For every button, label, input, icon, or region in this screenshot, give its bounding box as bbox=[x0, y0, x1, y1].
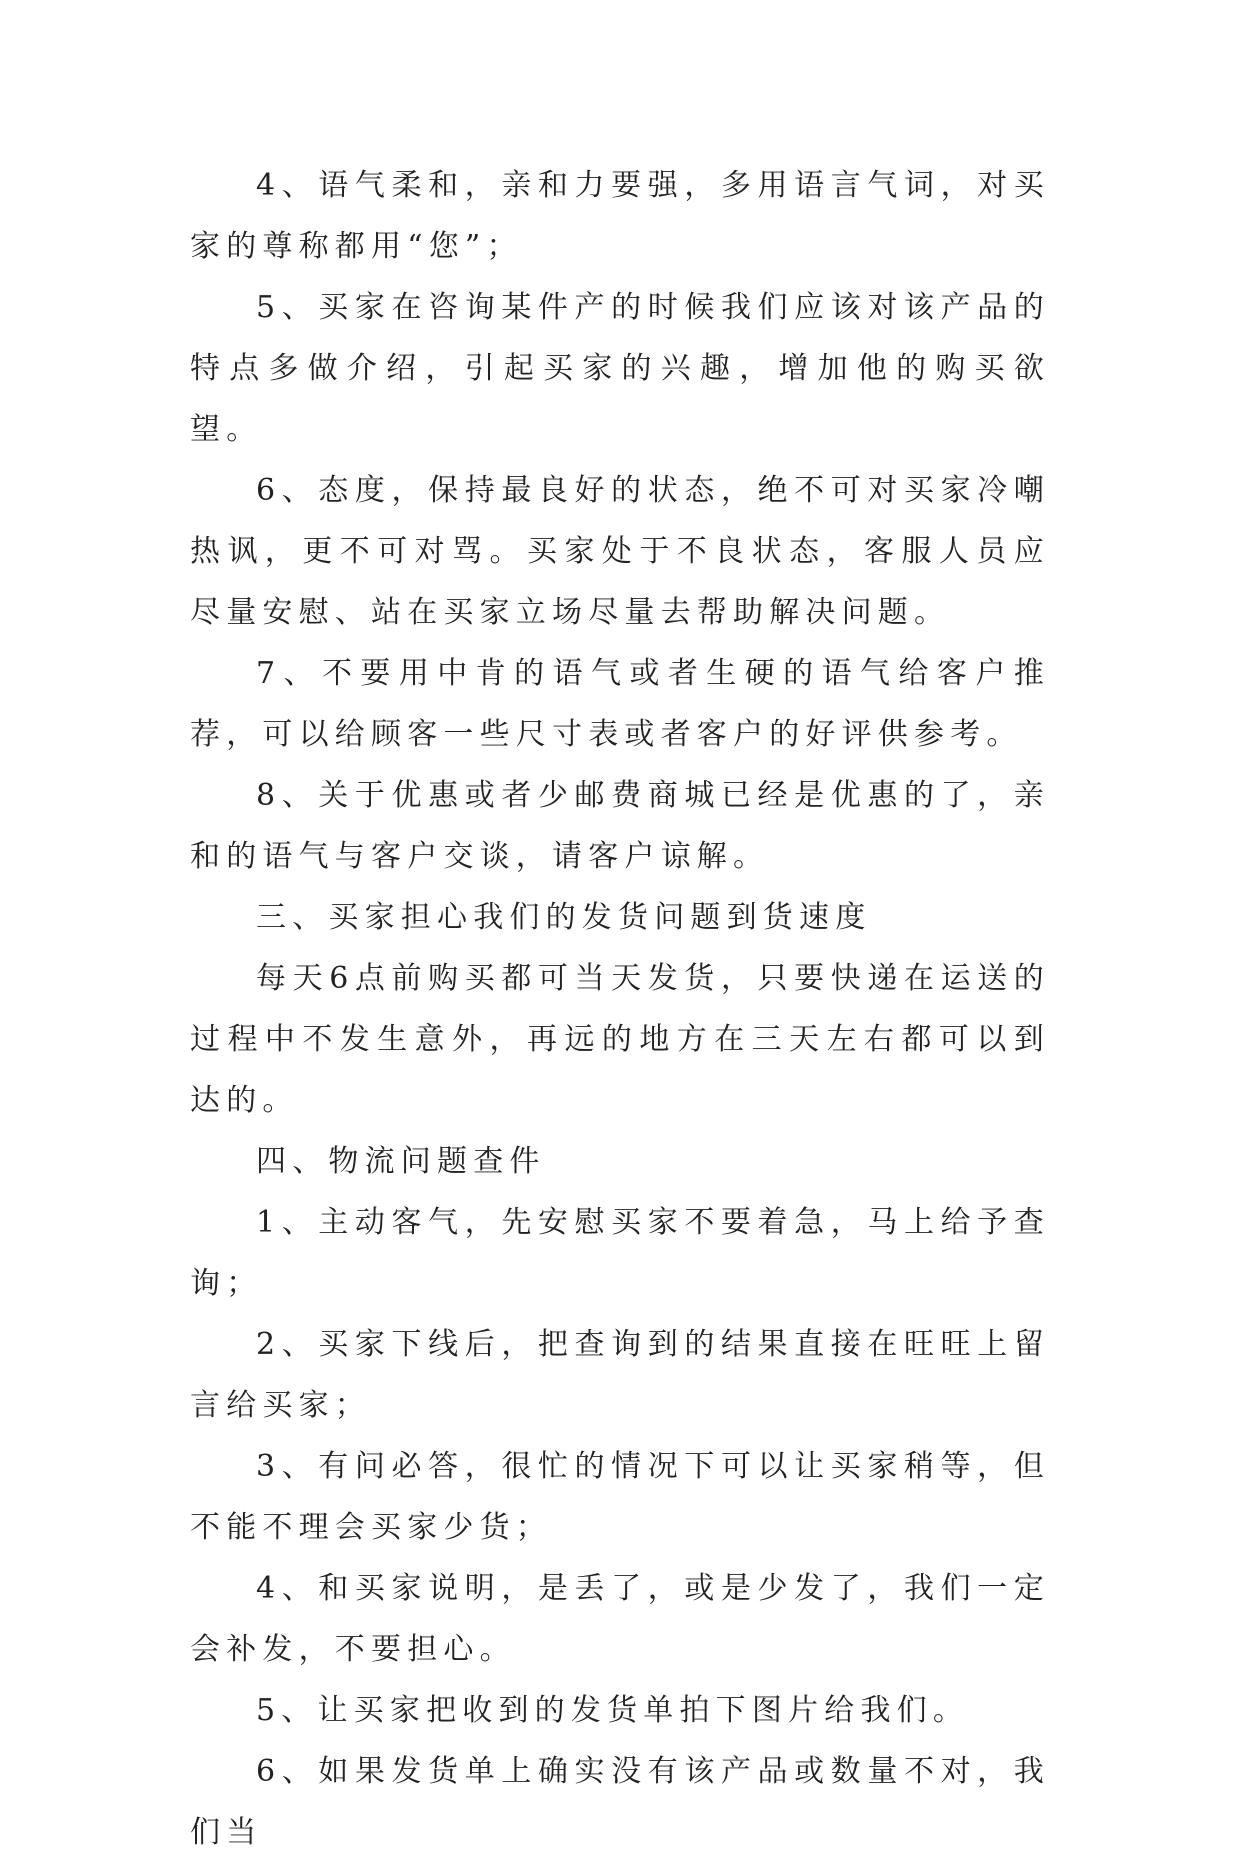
paragraph: 1、主动客气，先安慰买家不要着急，马上给予查询； bbox=[190, 1205, 1050, 1301]
paragraph: 4、语气柔和，亲和力要强，多用语言气词，对买家的尊称都用“您”； bbox=[190, 168, 1050, 264]
paragraph: 4、和买家说明，是丢了，或是少发了，我们一定会补发，不要担心。 bbox=[190, 1571, 1050, 1667]
paragraph: 8、关于优惠或者少邮费商城已经是优惠的了，亲和的语气与客户交谈，请客户谅解。 bbox=[190, 778, 1050, 874]
paragraph: 3、有问必答，很忙的情况下可以让买家稍等，但不能不理会买家少货； bbox=[190, 1449, 1050, 1545]
paragraph: 2、买家下线后，把查询到的结果直接在旺旺上留言给买家； bbox=[190, 1327, 1050, 1423]
paragraph: 7、不要用中肯的语气或者生硬的语气给客户推荐，可以给顾客一些尺寸表或者客户的好评供参考。 bbox=[190, 656, 1050, 752]
paragraph: 5、买家在咨询某件产的时候我们应该对该产品的特点多做介绍，引起买家的兴趣，增加他的购买欲望。 bbox=[190, 290, 1050, 447]
document-body bbox=[190, 155, 1050, 1863]
paragraph: 6、如果发货单上确实没有该产品或数量不对，我们当 bbox=[190, 1754, 1050, 1850]
section-heading: 三、买家担心我们的发货问题到货速度 bbox=[256, 900, 872, 935]
paragraph: 5、让买家把收到的发货单拍下图片给我们。 bbox=[256, 1693, 970, 1728]
paragraph: 6、态度，保持最良好的状态，绝不可对买家冷嘲热讽，更不可对骂。买家处于不良状态，客服人员应尽量安慰、站在买家立场尽量去帮助解决问题。 bbox=[190, 473, 1050, 630]
section-heading: 四、物流问题查件 bbox=[256, 1144, 546, 1179]
paragraph: 每天6点前购买都可当天发货，只要快递在运送的过程中不发生意外，再远的地方在三天左右都可以到达的。 bbox=[190, 961, 1050, 1118]
